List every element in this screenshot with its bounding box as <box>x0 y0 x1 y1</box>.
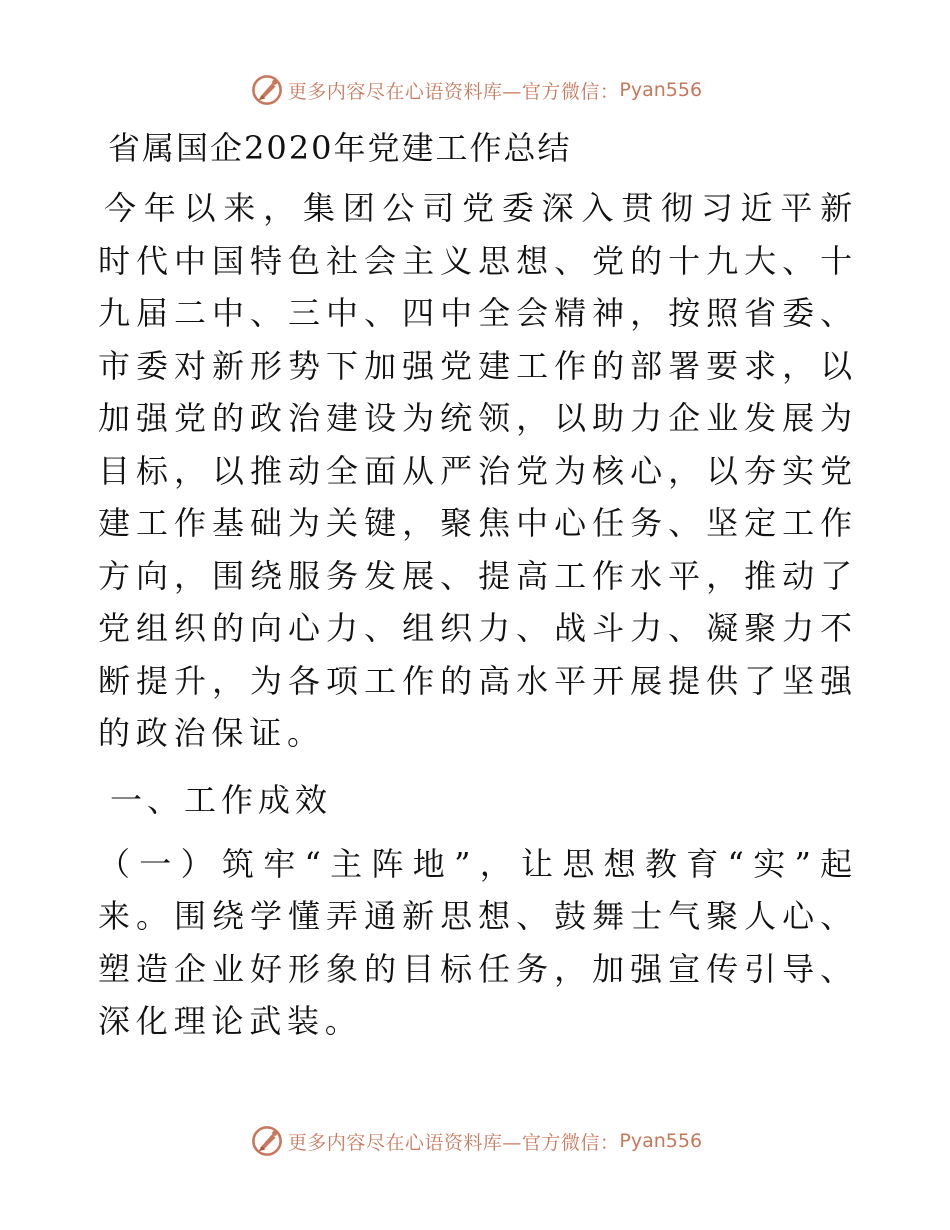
intro-paragraph: 今年以来，集团公司党委深入贯彻习近平新时代中国特色社会主义思想、党的十九大、十九届二中、三中、四中全会精神，按照省委、市委对新形势下加强党建工作的部署要求，以加强党的政治建设为统领，以助力企业发展为目标，以推动全面从严治党为核心，以夯实党建工作基础为关键，聚焦中心任务、坚定工作方向，围绕服务发展、提高工作水平，推动了党组织的向心力、组织力、战斗力、凝聚力不断提升，为各项工作的高水平开展提供了坚强的政治保证。 <box>98 189 858 752</box>
document-body <box>98 118 858 1048</box>
pen-logo-icon <box>250 73 284 107</box>
banner-wechat-id: Pyan556 <box>619 79 703 101</box>
banner-text: 更多内容尽在心语资料库—官方微信： <box>287 80 620 103</box>
banner-wechat-id: Pyan556 <box>619 1130 703 1152</box>
section-heading: 一、工作成效 <box>110 780 333 819</box>
header-watermark <box>0 70 950 110</box>
banner-text: 更多内容尽在心语资料库—官方微信： <box>287 1131 620 1154</box>
pen-logo-icon <box>250 1124 284 1158</box>
subsection-paragraph: （一）筑牢“主阵地”，让思想教育“实”起来。围绕学懂弄通新思想、鼓舞士气聚人心、塑造企业好形象的目标任务，加强宣传引导、深化理论武装。 <box>98 844 858 1040</box>
document-title: 省属国企2020年党建工作总结 <box>108 129 572 167</box>
footer-watermark <box>0 1121 950 1161</box>
